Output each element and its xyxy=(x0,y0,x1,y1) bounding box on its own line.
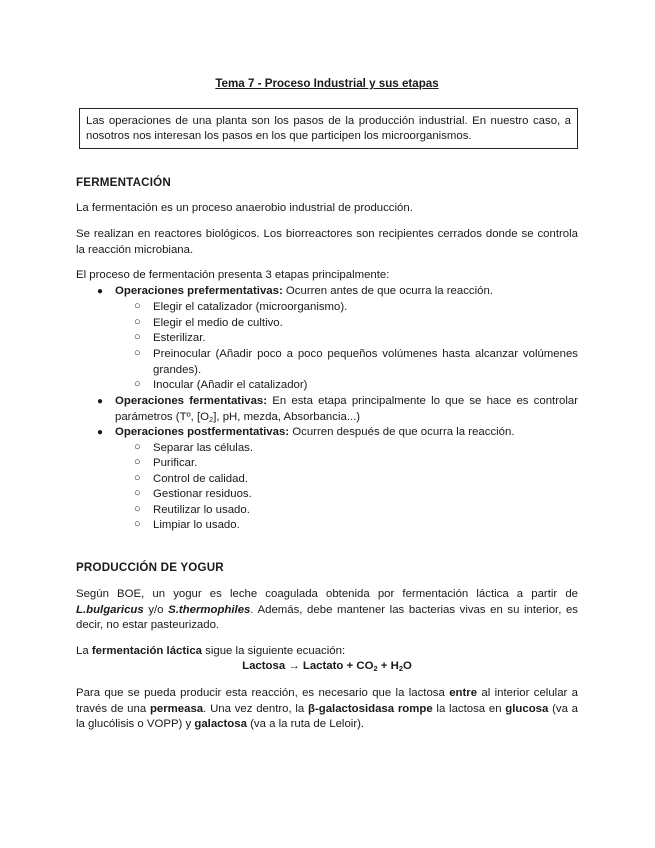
circle-bullet-icon: ○ xyxy=(134,300,141,312)
bullet-text: Ocurren antes de que ocurra la reacción. xyxy=(282,285,493,297)
list-item: ○ Limpiar lo usado. xyxy=(134,518,240,531)
list-item: ○ Esterilizar. xyxy=(134,331,206,344)
bullet-icon: ● xyxy=(97,286,104,297)
bullet-icon: ● xyxy=(97,396,104,407)
fermentacion-paragraph-2: Se realizan en reactores biológicos. Los biorreactores son recipientes cerrados donde se controla la reacción microbiana. xyxy=(76,228,578,256)
intro-box: Las operaciones de una planta son los pasos de la producción industrial. En nuestro caso, a nosotros nos interesan los pasos en los que participen los microorganismos. xyxy=(79,108,578,149)
circle-bullet-icon: ○ xyxy=(134,331,141,343)
yogur-paragraph-3: Para que se pueda producir esta reacción, es necesario que la lactosa entre al interior celular a través de una permeasa. Una vez dentro, la β-galactosidasa rompe la lactosa en glucosa (va a la glucólisis o VOPP) y galactosa (va a la ruta de Leloir). xyxy=(76,687,579,731)
list-item: ○ Gestionar residuos. xyxy=(134,487,252,500)
bullet-prefermentativas xyxy=(97,284,578,300)
circle-bullet-icon: ○ xyxy=(134,487,141,499)
yogur-paragraph-2: La fermentación láctica sigue la siguiente ecuación: xyxy=(76,645,346,657)
circle-bullet-icon: ○ xyxy=(134,347,141,359)
list-item: ○ Elegir el catalizador (microorganismo). xyxy=(134,300,348,313)
circle-bullet-icon: ○ xyxy=(134,378,141,390)
lactose-equation: Lactosa → Lactato + $CO_2 + H_2O$ xyxy=(242,660,412,673)
circle-bullet-icon: ○ xyxy=(134,441,141,453)
circle-bullet-icon: ○ xyxy=(134,456,141,468)
list-item: ○ Inocular (Añadir el catalizador) xyxy=(134,378,308,391)
bullet-postfermentativas xyxy=(97,425,578,441)
bullet-label: Operaciones postfermentativas: xyxy=(115,426,290,438)
list-item: ○ Separar las células. xyxy=(134,441,254,454)
circle-bullet-icon: ○ xyxy=(134,316,141,328)
list-item: ○ Control de calidad. xyxy=(134,472,248,485)
heading-yogur: PRODUCCIÓN DE YOGUR xyxy=(76,561,224,574)
list-item: ○ Elegir el medio de cultivo. xyxy=(134,316,283,329)
circle-bullet-icon: ○ xyxy=(134,503,141,515)
bullet-icon: ● xyxy=(97,427,104,438)
fermentacion-paragraph-3: El proceso de fermentación presenta 3 etapas principalmente: xyxy=(76,269,390,281)
bullet-label: Operaciones fermentativas: xyxy=(115,395,268,407)
fermentacion-paragraph-1: La fermentación es un proceso anaerobio industrial de producción. xyxy=(76,202,413,214)
heading-fermentacion: FERMENTACIÓN xyxy=(76,176,171,189)
page-title: Tema 7 - Proceso Industrial y sus etapas xyxy=(215,77,439,90)
circle-bullet-icon: ○ xyxy=(134,518,141,530)
list-item: ○ Preinocular (Añadir poco a poco pequeños volúmenes hasta alcanzar volúmenes grandes). xyxy=(134,347,578,376)
bullet-fermentativas: ● Operaciones fermentativas: En esta etapa principalmente lo que se hace es controlar parámetros (Tº, $[O_2]$, pH, mezda, Absorbancia...) xyxy=(97,395,579,424)
circle-bullet-icon: ○ xyxy=(134,472,141,484)
bullet-label: Operaciones prefermentativas: xyxy=(115,285,283,297)
list-item: ○ Reutilizar lo usado. xyxy=(134,503,250,516)
bullet-text: Ocurren después de que ocurra la reacción. xyxy=(289,426,515,438)
yogur-paragraph-1: Según BOE, un yogur es leche coagulada obtenida por fermentación láctica a partir de L.bulgaricus y/o S.thermophiles. Además, debe mantener las bacterias vivas en su interior, es decir, no estar pasteurizado. xyxy=(76,588,578,632)
list-item: ○ Purificar. xyxy=(134,456,198,469)
